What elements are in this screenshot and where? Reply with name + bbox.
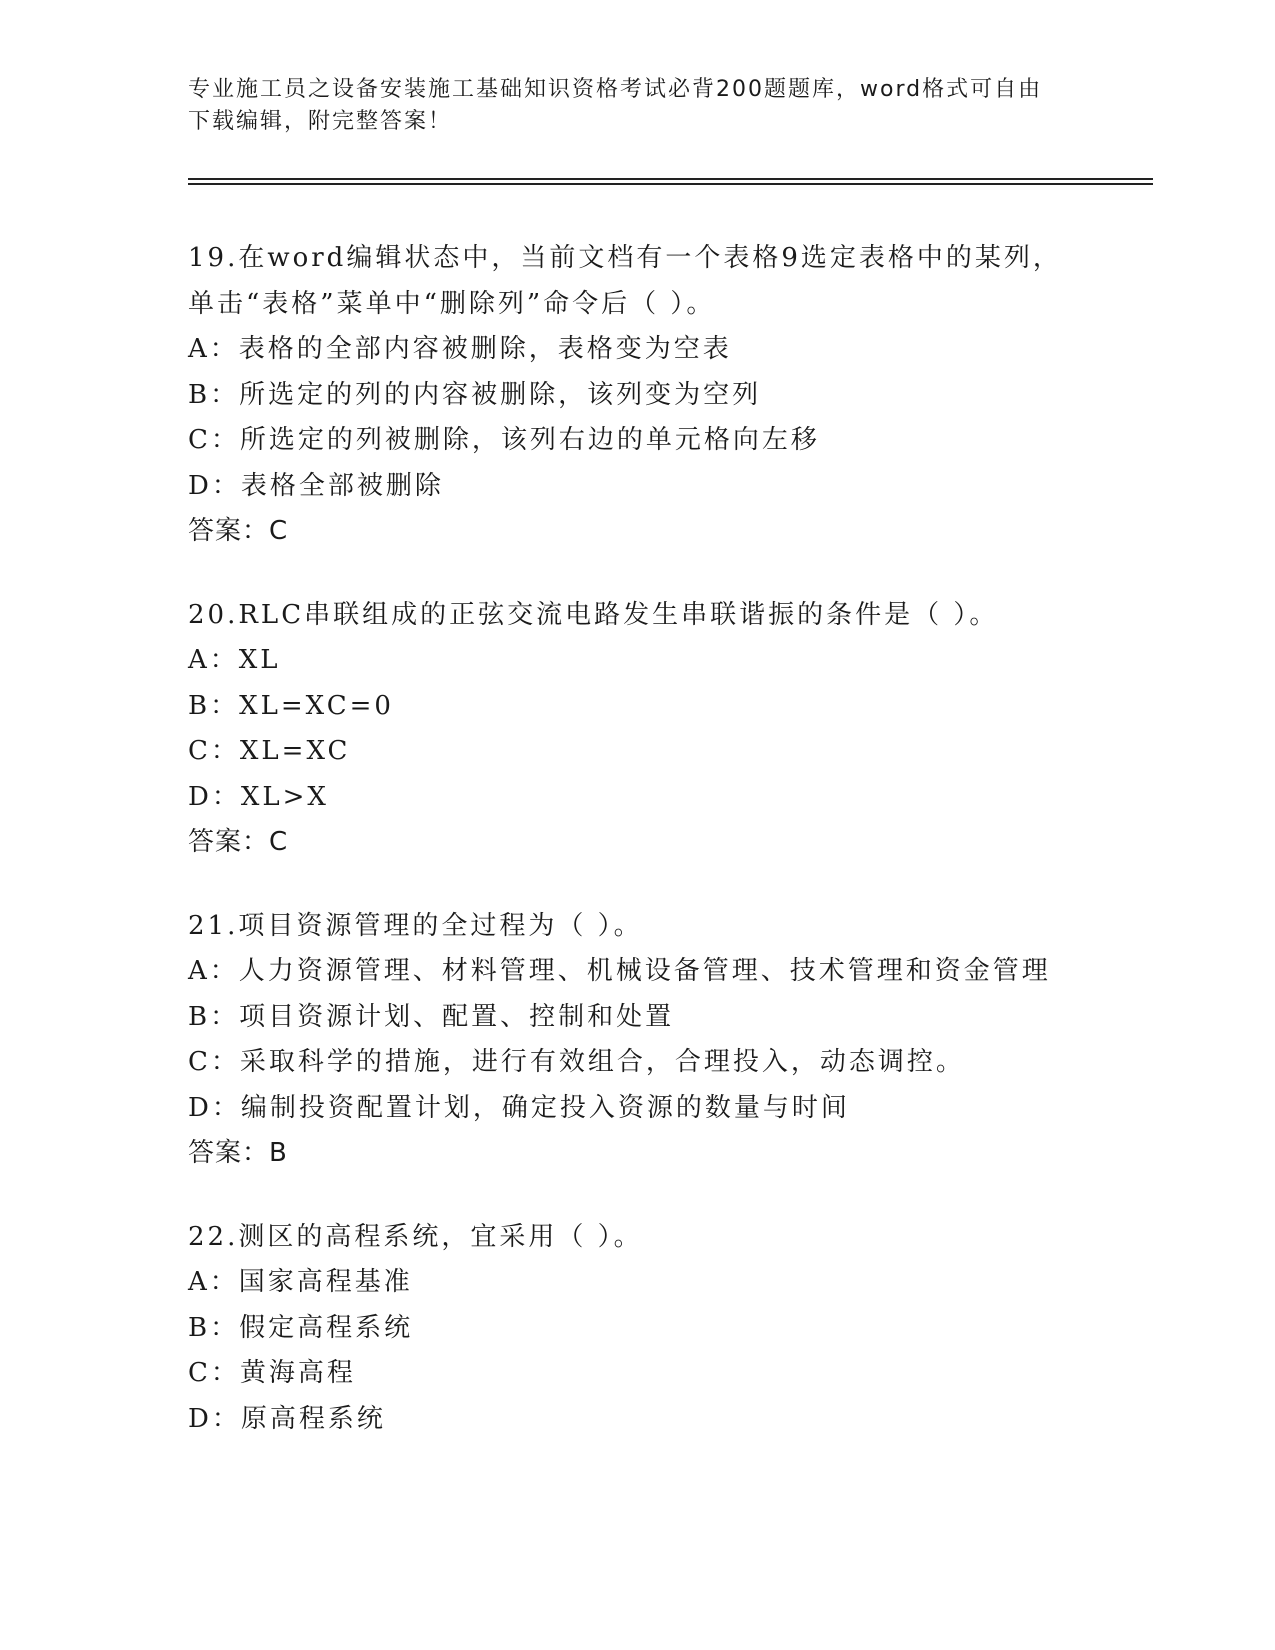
- option-d: D：表格全部被删除: [188, 470, 444, 501]
- question-19: [188, 236, 1118, 555]
- question-stem: 21.项目资源管理的全过程为（ ）。: [188, 910, 643, 941]
- question-21: [188, 904, 1118, 1177]
- option-a: A：人力资源管理、材料管理、机械设备管理、技术管理和资金管理: [188, 956, 1051, 986]
- option-a: A：XL: [188, 645, 281, 675]
- answer-label: 答案：B: [188, 1138, 288, 1168]
- header-line-1: 专业施工员之设备安装施工基础知识资格考试必背200题题库，word格式可自由: [188, 77, 1043, 102]
- question-20: [188, 593, 1118, 866]
- option-b: B：所选定的列的内容被删除，该列变为空列: [188, 379, 762, 410]
- option-a: A：表格的全部内容被删除，表格变为空表: [188, 334, 732, 364]
- question-stem-continued: 单击“表格”菜单中“删除列”命令后（ ）。: [188, 288, 716, 319]
- answer-label: 答案：C: [188, 516, 289, 546]
- question-list: [188, 236, 1118, 1480]
- option-d: D：原高程系统: [188, 1403, 386, 1434]
- option-c: C：黄海高程: [188, 1358, 356, 1388]
- question-22: [188, 1215, 1118, 1443]
- option-b: B：项目资源计划、配置、控制和处置: [188, 1001, 675, 1032]
- option-c: C：XL=XC: [188, 736, 351, 766]
- option-d: D：编制投资配置计划，确定投入资源的数量与时间: [188, 1092, 850, 1123]
- option-c: C：所选定的列被删除，该列右边的单元格向左移: [188, 425, 820, 455]
- option-c: C：采取科学的措施，进行有效组合，合理投入，动态调控。: [188, 1047, 965, 1077]
- header-line-2: 下载编辑，附完整答案！: [188, 109, 453, 134]
- question-stem: 20.RLC串联组成的正弦交流电路发生串联谐振的条件是（ ）。: [188, 599, 999, 630]
- answer-label: 答案：C: [188, 827, 289, 857]
- header-divider-bottom: [188, 183, 1153, 185]
- option-b: B：XL=XC=0: [188, 690, 394, 721]
- document-header: [188, 74, 1088, 138]
- option-d: D：XL>X: [188, 781, 329, 812]
- question-stem: 19.在word编辑状态中，当前文档有一个表格9选定表格中的某列，: [188, 243, 1062, 273]
- header-divider-top: [188, 178, 1153, 180]
- option-b: B：假定高程系统: [188, 1312, 414, 1343]
- option-a: A：国家高程基准: [188, 1267, 413, 1297]
- question-stem: 22.测区的高程系统，宜采用（ ）。: [188, 1221, 643, 1252]
